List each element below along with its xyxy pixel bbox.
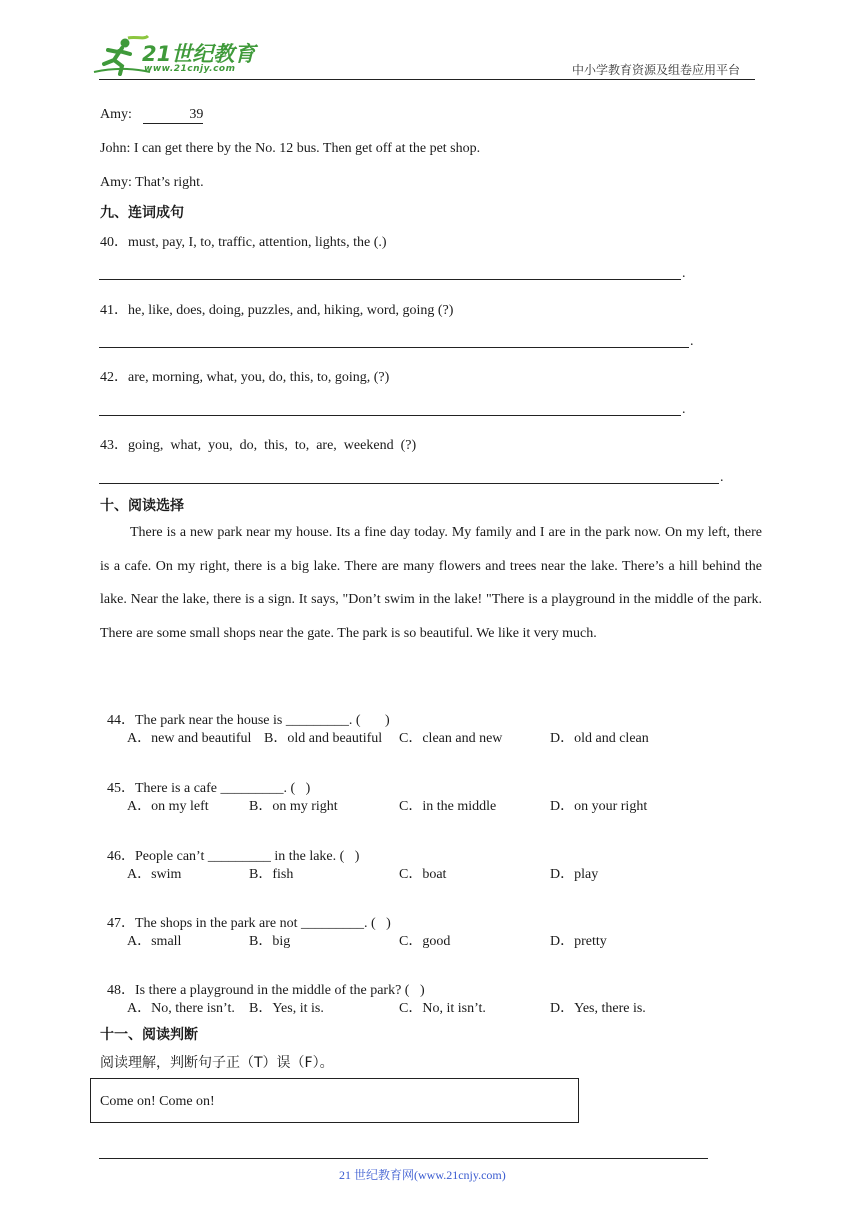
- question-number: 40．: [100, 235, 128, 250]
- question-text: going, what, you, do, this, to, are, weekend (?): [128, 438, 417, 453]
- option-a[interactable]: A．No, there isn’t.: [127, 1001, 235, 1016]
- amy-speaker: Amy:: [100, 107, 132, 122]
- question-number: 46．: [107, 849, 135, 864]
- option-b[interactable]: B．old and beautiful: [264, 731, 383, 746]
- question-text: People can’t _________ in the lake. ( ): [135, 849, 360, 864]
- header-platform-text: 中小学教育资源及组卷应用平台: [572, 63, 741, 77]
- question-48: [100, 963, 425, 999]
- question-46: [100, 829, 359, 865]
- option-b[interactable]: B．Yes, it is.: [249, 1001, 324, 1016]
- option-b[interactable]: B．on my right: [249, 799, 338, 814]
- answer-line-40[interactable]: [99, 279, 681, 280]
- question-44: [100, 693, 390, 729]
- question-text: are, morning, what, you, do, this, to, going, (?): [128, 370, 390, 385]
- section-11-title: 十一、阅读判断: [100, 1027, 198, 1043]
- option-a[interactable]: A．new and beautiful: [127, 731, 252, 746]
- question-text: There is a cafe _________. ( ): [135, 781, 311, 796]
- dialogue-amy-39: [100, 107, 203, 124]
- answer-line-end: .: [690, 334, 694, 349]
- blank-number: 39: [189, 107, 204, 122]
- logo-url: www.21cnjy.com: [144, 64, 236, 74]
- question-text: Is there a playground in the middle of the park? ( ): [135, 983, 425, 998]
- answer-line-end: .: [682, 266, 686, 281]
- option-c[interactable]: C．in the middle: [399, 799, 497, 814]
- logo-text: 21世纪教育: [142, 42, 256, 66]
- question-text: The shops in the park are not _________. ( ): [135, 916, 391, 931]
- option-c[interactable]: C．clean and new: [399, 731, 503, 746]
- answer-blank-39[interactable]: [143, 107, 203, 124]
- option-c[interactable]: C．No, it isn’t.: [399, 1001, 486, 1016]
- option-a[interactable]: A．small: [127, 934, 182, 949]
- question-40: [100, 231, 387, 251]
- question-number: 43．: [100, 438, 128, 453]
- answer-line-end: .: [682, 402, 686, 417]
- box-text: Come on! Come on!: [100, 1094, 215, 1109]
- section-10-title: 十、阅读选择: [100, 498, 184, 514]
- option-d[interactable]: D．Yes, there is.: [550, 1001, 646, 1016]
- site-logo: [92, 34, 262, 78]
- reading-text-box: [90, 1078, 579, 1123]
- answer-line-end: .: [720, 470, 724, 485]
- option-d[interactable]: D．old and clean: [550, 731, 649, 746]
- footer-text: 21 世纪教育网(www.21cnjy.com): [339, 1168, 506, 1182]
- footer-rule: [99, 1158, 708, 1159]
- answer-line-42[interactable]: [99, 415, 681, 416]
- option-a[interactable]: A．swim: [127, 867, 182, 882]
- question-number: 44．: [107, 713, 135, 728]
- question-number: 48．: [107, 983, 135, 998]
- option-d[interactable]: D．on your right: [550, 799, 648, 814]
- section-11-instruction: 阅读理解，判断句子正（T）误（F）。: [100, 1055, 334, 1071]
- question-number: 42．: [100, 370, 128, 385]
- question-number: 45．: [107, 781, 135, 796]
- question-42: [100, 366, 389, 386]
- option-a[interactable]: A．on my left: [127, 799, 209, 814]
- question-47: [100, 896, 391, 932]
- question-41: [100, 299, 453, 319]
- option-c[interactable]: C．boat: [399, 867, 447, 882]
- question-text: must, pay, I, to, traffic, attention, lights, the (.): [128, 235, 387, 250]
- header-rule: [99, 79, 755, 80]
- question-number: 41．: [100, 303, 128, 318]
- option-b[interactable]: B．fish: [249, 867, 294, 882]
- question-text: he, like, does, doing, puzzles, and, hiking, word, going (?): [128, 303, 454, 318]
- answer-line-43[interactable]: [99, 483, 719, 484]
- question-number: 47．: [107, 916, 135, 931]
- option-d[interactable]: D．pretty: [550, 934, 607, 949]
- question-43: [100, 434, 416, 454]
- option-b[interactable]: B．big: [249, 934, 291, 949]
- dialogue-john-line: John: I can get there by the No. 12 bus. Then get off at the pet shop.: [100, 141, 481, 156]
- section-9-title: 九、连词成句: [100, 205, 184, 221]
- dialogue-amy-line: Amy: That’s right.: [100, 175, 204, 190]
- option-c[interactable]: C．good: [399, 934, 451, 949]
- reading-passage: There is a new park near my house. Its a fine day today. My family and I are in the park now. On my left, there is a cafe. On my right, there is a big lake. There are many flowers and trees near the lake. There’s a hill behind the lake. Near the lake, there is a sign. It says, "Don’t swim in the lake! "There is a playground in the middle of the park. There are some small shops near the gate. The park is so beautiful. We like it very much.: [100, 525, 762, 642]
- answer-line-41[interactable]: [99, 347, 689, 348]
- question-text: The park near the house is _________. ( ): [135, 713, 390, 728]
- question-45: [100, 761, 310, 797]
- option-d[interactable]: D．play: [550, 867, 599, 882]
